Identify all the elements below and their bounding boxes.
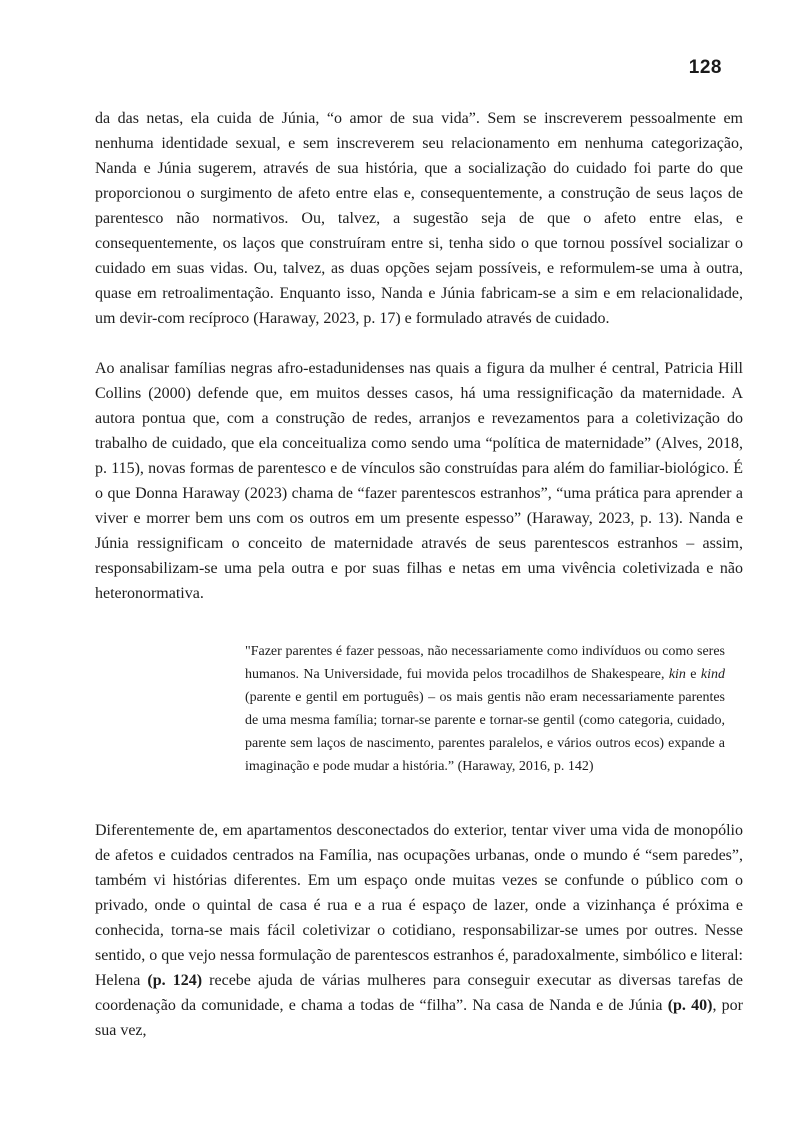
page-reference-40: (p. 40) [667,997,713,1014]
quote-text-start: "Fazer parentes é fazer pessoas, não necessariamente como indivíduos ou como seres humanos. Na Universidade, fui movida pelos trocadilhos de Shakespeare, [245,644,725,682]
quote-text-end: (parente e gentil em português) – os mais gentis não eram necessariamente parentes de uma mesma família; tornar-se parente e tornar-se gentil (como categoria, cuidado, parente sem laços de nascimento, parentes paralelos, e vários outros ecos) expande a imaginação e pode mudar a história.” (Haraway, 2016, p. 142) [245,690,725,774]
quote-term-kind: kind [700,667,725,682]
paragraph-3 [95,818,743,1043]
body-text [95,106,743,1068]
paragraph-1: da das netas, ela cuida de Júnia, “o amor de sua vida”. Sem se inscreverem pessoalmente em nenhuma identidade sexual, e sem inscreverem seu relacionamento em nenhuma categorização, Nanda e Júnia sugerem, através de sua história, que a socialização do cuidado foi parte do que proporcionou o surgimento de afeto entre elas e, consequentemente, a construção de seus laços de parentesco não normativos. Ou, talvez, a sugestão seja de que o afeto entre elas, e consequentemente, os laços que construíram entre si, tenha sido o que tornou possível socializar o cuidado em suas vidas. Ou, talvez, as duas opções sejam possíveis, e reformulem-se uma à outra, quase em retroalimentação. Enquanto isso, Nanda e Júnia fabricam-se a sim e em relacionalidade, um devir-com recíproco (Haraway, 2023, p. 17) e formulado através de cuidado. [95,110,743,327]
page-reference-124: (p. 124) [147,972,203,989]
quote-term-kin: kin [668,667,686,682]
block-quote [95,640,743,778]
paragraph-3-text-1: Diferentemente de, em apartamentos desconectados do exterior, tentar viver uma vida de monopólio de afetos e cuidados centrados na Família, nas ocupações urbanas, onde o mundo é “sem paredes”, também vi histórias diferentes. Em um espaço onde muitas vezes se confunde o público com o privado, onde o quintal de casa é rua e a rua é espaço de lazer, onde a vizinhança é próxima e conhecida, torna-se mais fácil coletivizar o cotidiano, responsabilizar-se umes por outres. Nesse sentido, o que vejo nessa formulação de parentescos estranhos é, paradoxalmente, simbólico e literal: Helena [95,822,743,989]
paragraph-2: Ao analisar famílias negras afro-estadunidenses nas quais a figura da mulher é central, Patricia Hill Collins (2000) defende que, em muitos desses casos, há uma ressignificação da maternidade. A autora pontua que, com a construção de redes, arranjos e revezamentos para a coletivização do trabalho de cuidado, que ela conceitualiza como sendo uma “política de maternidade” (Alves, 2018, p. 115), novas formas de parentesco e de vínculos são construídas para além do familiar-biológico. É o que Donna Haraway (2023) chama de “fazer parentescos estranhos”, “uma prática para aprender a viver e morrer bem uns com os outros em um presente espesso” (Haraway, 2023, p. 13). Nanda e Júnia ressignificam o conceito de maternidade através de seus parentescos estranhos – assim, responsabilizam-se uma pela outra e por suas filhas e netas em uma vivência coletivizada e não heteronormativa. [95,360,743,602]
paragraph-3-text-2: recebe ajuda de várias mulheres para conseguir executar as diversas tarefas de coordenação da comunidade, e chama a todas de “filha”. Na casa de Nanda e de Júnia [95,972,743,1014]
page-number: 128 [688,57,722,78]
paragraph-3-text-3: , por sua vez, [95,997,743,1039]
quote-connector: e [685,667,701,682]
